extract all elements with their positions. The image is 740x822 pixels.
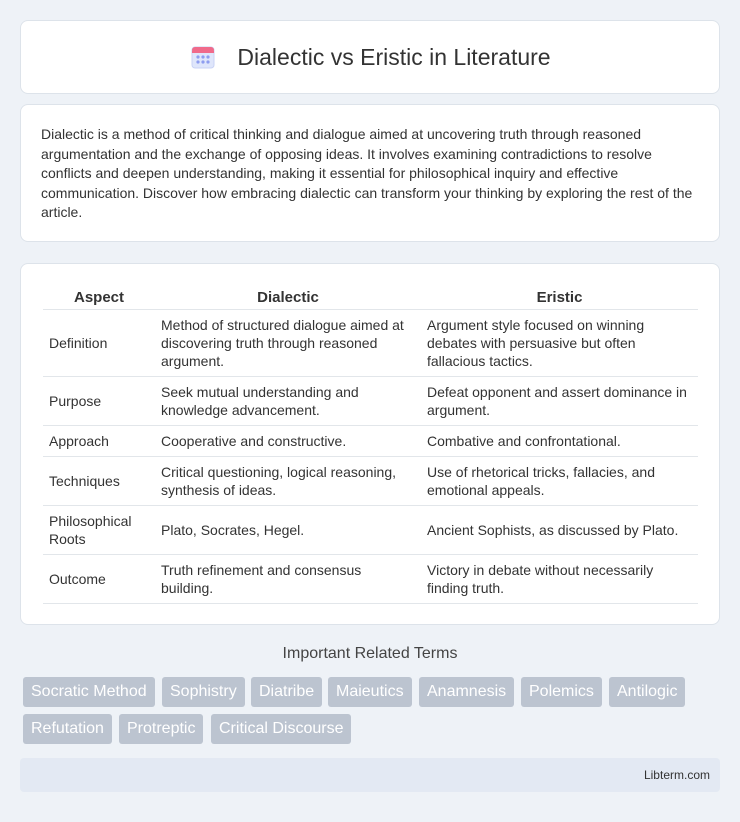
column-header: Eristic — [421, 284, 698, 310]
table-row — [43, 506, 698, 555]
table-cell: Outcome — [43, 555, 155, 604]
intro-text: Dialectic is a method of critical thinking and dialogue aimed at uncovering truth through reasoned argumentation and the exchange of opposing ideas. It involves examining contradictions to resolve conflicts and deepen understanding, making it essential for philosophical inquiry and effective communication. Discover how embracing dialectic can transform your thinking by exploring the rest of the article. — [41, 126, 693, 220]
header-card — [20, 20, 720, 94]
table-cell: Truth refinement and consensus building. — [155, 555, 421, 604]
related-term-tag[interactable]: Antilogic — [609, 677, 685, 707]
page-title: Dialectic vs Eristic in Literature — [237, 43, 551, 70]
table-cell: Method of structured dialogue aimed at discovering truth through reasoned argument. — [155, 310, 421, 377]
table-row — [43, 377, 698, 426]
intro-card — [20, 104, 720, 242]
related-term-tag[interactable]: Diatribe — [251, 677, 322, 707]
table-row — [43, 426, 698, 457]
comparison-table — [43, 284, 698, 604]
table-cell: Combative and confrontational. — [421, 426, 698, 457]
table-cell: Techniques — [43, 457, 155, 506]
related-term-tag[interactable]: Maieutics — [328, 677, 412, 707]
table-cell: Argument style focused on winning debates with persuasive but often fallacious tactics. — [421, 310, 698, 377]
table-row — [43, 310, 698, 377]
table-cell: Plato, Socrates, Hegel. — [155, 506, 421, 555]
table-cell: Purpose — [43, 377, 155, 426]
table-cell: Cooperative and constructive. — [155, 426, 421, 457]
related-terms-title: Important Related Terms — [282, 645, 458, 662]
column-header: Dialectic — [155, 284, 421, 310]
table-cell: Victory in debate without necessarily finding truth. — [421, 555, 698, 604]
related-term-tag[interactable]: Protreptic — [119, 714, 203, 744]
table-cell: Critical questioning, logical reasoning, synthesis of ideas. — [155, 457, 421, 506]
table-row — [43, 555, 698, 604]
table-cell: Use of rhetorical tricks, fallacies, and emotional appeals. — [421, 457, 698, 506]
table-cell: Philosophical Roots — [43, 506, 155, 555]
related-term-tag[interactable]: Anamnesis — [419, 677, 514, 707]
related-term-tag[interactable]: Polemics — [521, 677, 602, 707]
related-term-tag[interactable]: Sophistry — [162, 677, 245, 707]
footer-link[interactable]: Libterm.com — [643, 768, 710, 782]
table-row — [43, 457, 698, 506]
table-cell: Seek mutual understanding and knowledge advancement. — [155, 377, 421, 426]
table-cell: Approach — [43, 426, 155, 457]
related-term-tag[interactable]: Critical Discourse — [211, 714, 351, 744]
table-cell: Defeat opponent and assert dominance in argument. — [421, 377, 698, 426]
table-header-row — [43, 284, 698, 310]
related-term-tag[interactable]: Refutation — [23, 714, 112, 744]
footer — [20, 758, 720, 792]
related-term-tag[interactable]: Socratic Method — [23, 677, 155, 707]
column-header: Aspect — [43, 284, 155, 310]
table-cell: Ancient Sophists, as discussed by Plato. — [421, 506, 698, 555]
calendar-grid-icon — [189, 43, 217, 71]
table-cell: Definition — [43, 310, 155, 377]
comparison-table-card — [20, 263, 720, 625]
